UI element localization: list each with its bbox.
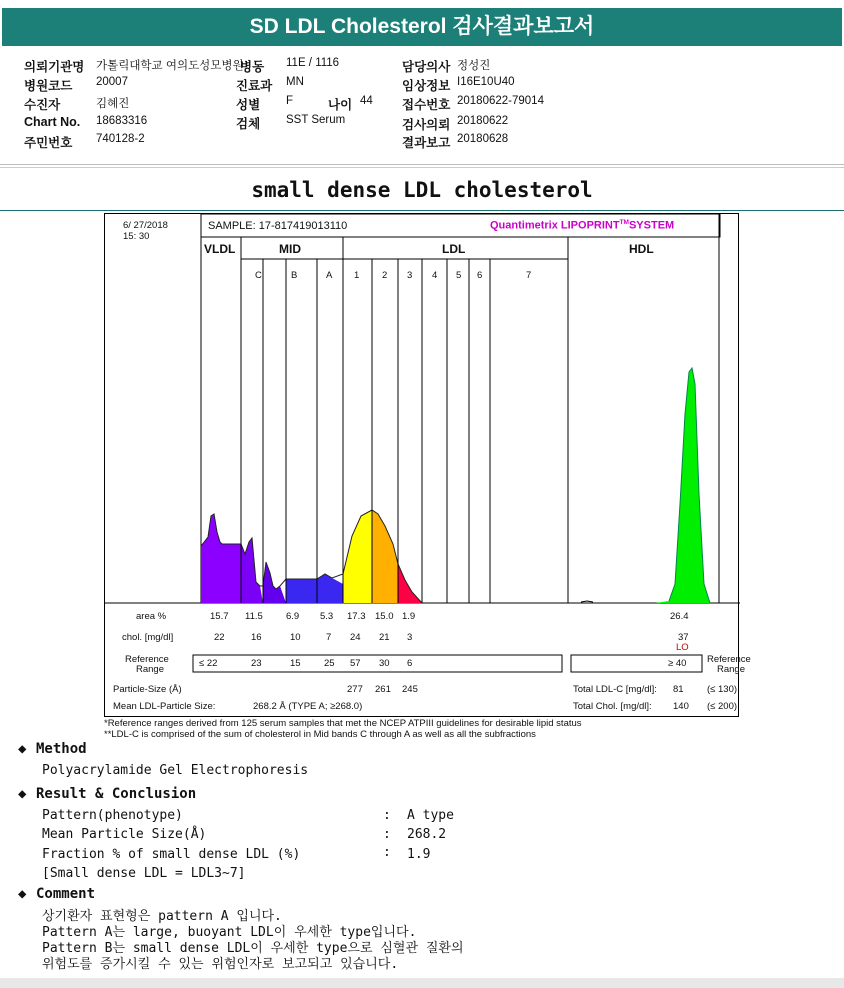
specimen-label: 검체 [236, 117, 261, 131]
comment-line-4: 위험도를 증가시킬 수 있는 위험인자로 보고되고 있습니다. [42, 957, 399, 972]
diamond-icon: ◆ [18, 886, 27, 902]
ref-label-1: Reference [125, 654, 169, 665]
electropherogram-chart [105, 214, 740, 718]
chol-hdl-flag: LO [676, 642, 689, 653]
age-label: 나이 [328, 98, 353, 112]
ref-range-box [193, 655, 562, 672]
hospital-value: 가톨릭대학교 여의도성모병원 [96, 60, 244, 72]
result-title: Result & Conclusion [36, 786, 197, 802]
chol-ldl3: 3 [407, 632, 413, 643]
sex-value: F [286, 95, 294, 107]
pattern-value: A type [407, 808, 454, 823]
ref-b: 15 [290, 658, 301, 669]
total-ldl-ref: (≤ 130) [707, 684, 738, 695]
ref-c: 23 [251, 658, 262, 669]
pattern-colon: : [383, 808, 391, 823]
ref-vldl: ≤ 22 [199, 658, 218, 669]
result-note: [Small dense LDL = LDL3~7] [42, 866, 246, 881]
chol-ldl1: 24 [350, 632, 361, 643]
ward-value: 11E / 1116 [286, 57, 340, 69]
chol-label: chol. [mg/dl] [122, 632, 174, 643]
hdl-peak [655, 368, 710, 603]
clinical-value: I16E10U40 [457, 76, 515, 88]
request-value: 20180622 [457, 115, 509, 127]
chol-b: 10 [290, 632, 301, 643]
band-6: 6 [477, 270, 483, 281]
chol-vldl: 22 [214, 632, 225, 643]
area-ldl3: 1.9 [402, 611, 416, 622]
band-4: 4 [432, 270, 438, 281]
ref-ldl2: 30 [379, 658, 390, 669]
section-title: small dense LDL cholesterol [0, 167, 844, 211]
mean-particle-value: 268.2 [407, 827, 447, 842]
lipoprint-report [104, 213, 751, 717]
ref-ldl1: 57 [350, 658, 361, 669]
brand-text: Quantimetrix LIPOPRINT [490, 219, 620, 232]
ps-ldl1: 277 [347, 684, 363, 695]
mid-c-peak [241, 538, 263, 603]
area-hdl: 26.4 [670, 611, 689, 622]
band-3: 3 [407, 270, 413, 281]
id-value: 740128-2 [96, 133, 145, 145]
area-c: 11.5 [245, 611, 263, 622]
pattern-label: Pattern(phenotype) [42, 808, 183, 823]
brand-tail: SYSTEM [628, 219, 675, 232]
report-date: 6/ 27/2018 [123, 220, 168, 231]
chol-c: 16 [251, 632, 262, 643]
ward-label: 병동 [240, 60, 265, 74]
band-b: B [291, 270, 298, 281]
chart-label: Chart No. [24, 115, 81, 129]
group-ldl: LDL [442, 242, 466, 256]
report-banner: SD LDL Cholesterol 검사결과보고서 [2, 8, 842, 46]
particle-size-label: Particle-Size (Å) [113, 684, 182, 695]
specimen-value: SST Serum [286, 114, 346, 126]
age-value: 44 [360, 95, 373, 107]
ref-right-1: Reference [707, 654, 751, 665]
ref-label-2: Range [136, 664, 164, 675]
mean-particle-label: Mean Particle Size(Å) [42, 827, 207, 842]
patient-value: 김혜진 [96, 98, 130, 110]
comment-heading [18, 886, 95, 902]
total-ldl-value: 81 [673, 684, 684, 695]
total-chol-label: Total Chol. [mg/dl]: [573, 701, 652, 712]
footnote-1: *Reference ranges derived from 125 serum samples that met the NCEP ATPIII guidelines for desirable lipid status [104, 718, 582, 729]
doctor-value: 정성진 [457, 60, 491, 72]
sample-id: SAMPLE: 17-817419013110 [208, 220, 348, 232]
page-bottom-bar [0, 978, 844, 988]
report-time: 15: 30 [123, 231, 150, 242]
ldl3-peak [398, 564, 422, 603]
comment-line-3: Pattern B는 small dense LDL이 우세한 type으로 심혈관 질환의 [42, 941, 464, 956]
patient-info [0, 48, 844, 165]
band-5: 5 [456, 270, 462, 281]
area-a: 5.3 [320, 611, 334, 622]
ref-a: 25 [324, 658, 335, 669]
area-b: 6.9 [286, 611, 300, 622]
chol-hdl: 37 [678, 632, 689, 643]
diamond-icon: ◆ [18, 786, 27, 802]
ldl2-peak [372, 510, 398, 603]
vldl-peak [201, 514, 241, 603]
result-row-mean [42, 827, 206, 842]
ps-ldl2: 261 [375, 684, 391, 695]
comment-title: Comment [36, 886, 96, 902]
hdl-baseline-blip [581, 601, 593, 602]
fraction-label: Fraction % of small dense LDL (%) [42, 847, 301, 862]
result-row-fraction [42, 847, 300, 862]
method-title: Method [36, 741, 87, 757]
ref-right-2: Range [717, 664, 745, 675]
chol-ldl2: 21 [379, 632, 390, 643]
clinical-label: 임상정보 [402, 79, 451, 93]
chart-value: 18683316 [96, 115, 148, 127]
total-chol-value: 140 [673, 701, 689, 712]
method-heading [18, 741, 87, 757]
method-text: Polyacrylamide Gel Electrophoresis [42, 763, 309, 778]
code-label: 병원코드 [24, 79, 73, 93]
dept-value: MN [286, 76, 304, 88]
hospital-label: 의뢰기관명 [24, 60, 85, 74]
group-hdl: HDL [629, 242, 654, 256]
area-label: area % [136, 611, 167, 622]
band-2: 2 [382, 270, 388, 281]
band-a: A [326, 270, 333, 281]
report-date-value: 20180628 [457, 133, 509, 145]
chol-a: 7 [326, 632, 332, 643]
total-chol-ref: (≤ 200) [707, 701, 738, 712]
doctor-label: 담당의사 [402, 60, 451, 74]
diamond-icon: ◆ [18, 741, 27, 757]
result-row-pattern [42, 808, 183, 823]
ps-ldl3: 245 [402, 684, 418, 695]
receipt-value: 20180622-79014 [457, 95, 544, 107]
group-mid: MID [279, 242, 301, 256]
code-value: 20007 [96, 76, 128, 88]
dept-label: 진료과 [236, 79, 273, 93]
brand-name [490, 219, 674, 232]
request-label: 검사의뢰 [402, 118, 451, 132]
mean-colon: : [383, 827, 391, 842]
sex-label: 성별 [236, 98, 261, 112]
id-label: 주민번호 [24, 136, 73, 150]
comment-line-1: 상기환자 표현형은 pattern A 입니다. [42, 909, 282, 924]
fraction-colon: : [383, 845, 391, 860]
area-vldl: 15.7 [210, 611, 229, 622]
result-heading [18, 786, 196, 802]
ref-hdl: ≥ 40 [668, 658, 687, 669]
area-ldl2: 15.0 [375, 611, 394, 622]
fraction-value: 1.9 [407, 847, 431, 862]
mid-a-peak [286, 574, 343, 603]
report-date-label: 결과보고 [402, 136, 451, 150]
group-vldl: VLDL [204, 242, 236, 256]
footnote-2: **LDL-C is comprised of the sum of cholesterol in Mid bands C through A as well as all the subfractions [104, 729, 536, 740]
receipt-label: 접수번호 [402, 98, 451, 112]
patient-label: 수진자 [24, 98, 61, 112]
total-ldl-label: Total LDL-C [mg/dl]: [573, 684, 657, 695]
area-ldl1: 17.3 [347, 611, 366, 622]
brand-tm: TM [619, 219, 629, 226]
band-1: 1 [354, 270, 360, 281]
comment-line-2: Pattern A는 large, buoyant LDL이 우세한 type입니다. [42, 925, 417, 940]
mean-size-label: Mean LDL-Particle Size: [113, 701, 216, 712]
mean-size-value: 268.2 Å (TYPE A; ≥268.0) [253, 701, 363, 712]
band-7: 7 [526, 270, 532, 281]
ref-ldl3: 6 [407, 658, 413, 669]
band-c: C [255, 270, 262, 281]
